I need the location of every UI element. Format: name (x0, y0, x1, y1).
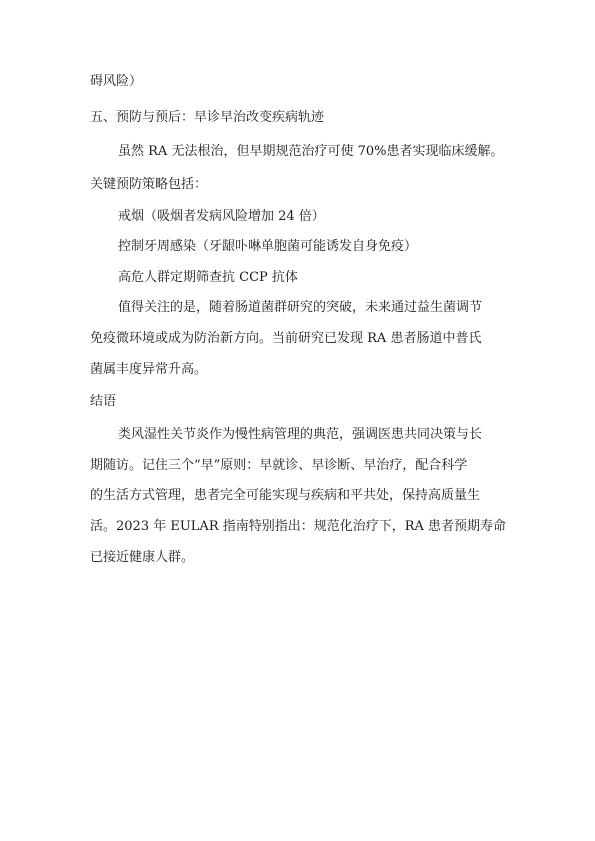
conclusion-heading: 结语 (90, 394, 117, 409)
conclusion-line: 期随访。记住三个“早”原则：早就诊、早诊断、早治疗，配合科学 (90, 458, 468, 473)
conclusion-line: 活。2023 年 EULAR 指南特别指出：规范化治疗下，RA 患者预期寿命 (90, 519, 507, 534)
prevention-strategy-item: 高危人群定期筛查抗 CCP 抗体 (118, 270, 298, 285)
continuation-text: 碍风险） (90, 74, 143, 89)
section5-intro-line: 虽然 RA 无法根治，但早期规范治疗可使 70%患者实现临床缓解。 (118, 144, 504, 159)
section5-heading: 五、预防与预后：早诊早治改变疾病轨迹 (90, 110, 325, 125)
section5-intro-line: 关键预防策略包括： (90, 177, 208, 192)
prevention-strategy-item: 戒烟（吸烟者发病风险增加 24 倍） (118, 209, 325, 224)
section5-note-line: 菌属丰度异常升高。 (90, 362, 208, 377)
prevention-strategy-item: 控制牙周感染（牙龈卟啉单胞菌可能诱发自身免疫） (118, 239, 418, 254)
conclusion-line: 的生活方式管理，患者完全可能实现与疾病和平共处，保持高质量生 (90, 488, 481, 503)
section5-note-line: 免疫微环境或成为防治新方向。当前研究已发现 RA 患者肠道中普氏 (90, 331, 482, 346)
conclusion-line: 已接近健康人群。 (90, 550, 195, 565)
section5-note-line: 值得关注的是，随着肠道菌群研究的突破，未来通过益生菌调节 (118, 300, 483, 315)
conclusion-line: 类风湿性关节炎作为慢性病管理的典范，强调医患共同决策与长 (118, 427, 483, 442)
